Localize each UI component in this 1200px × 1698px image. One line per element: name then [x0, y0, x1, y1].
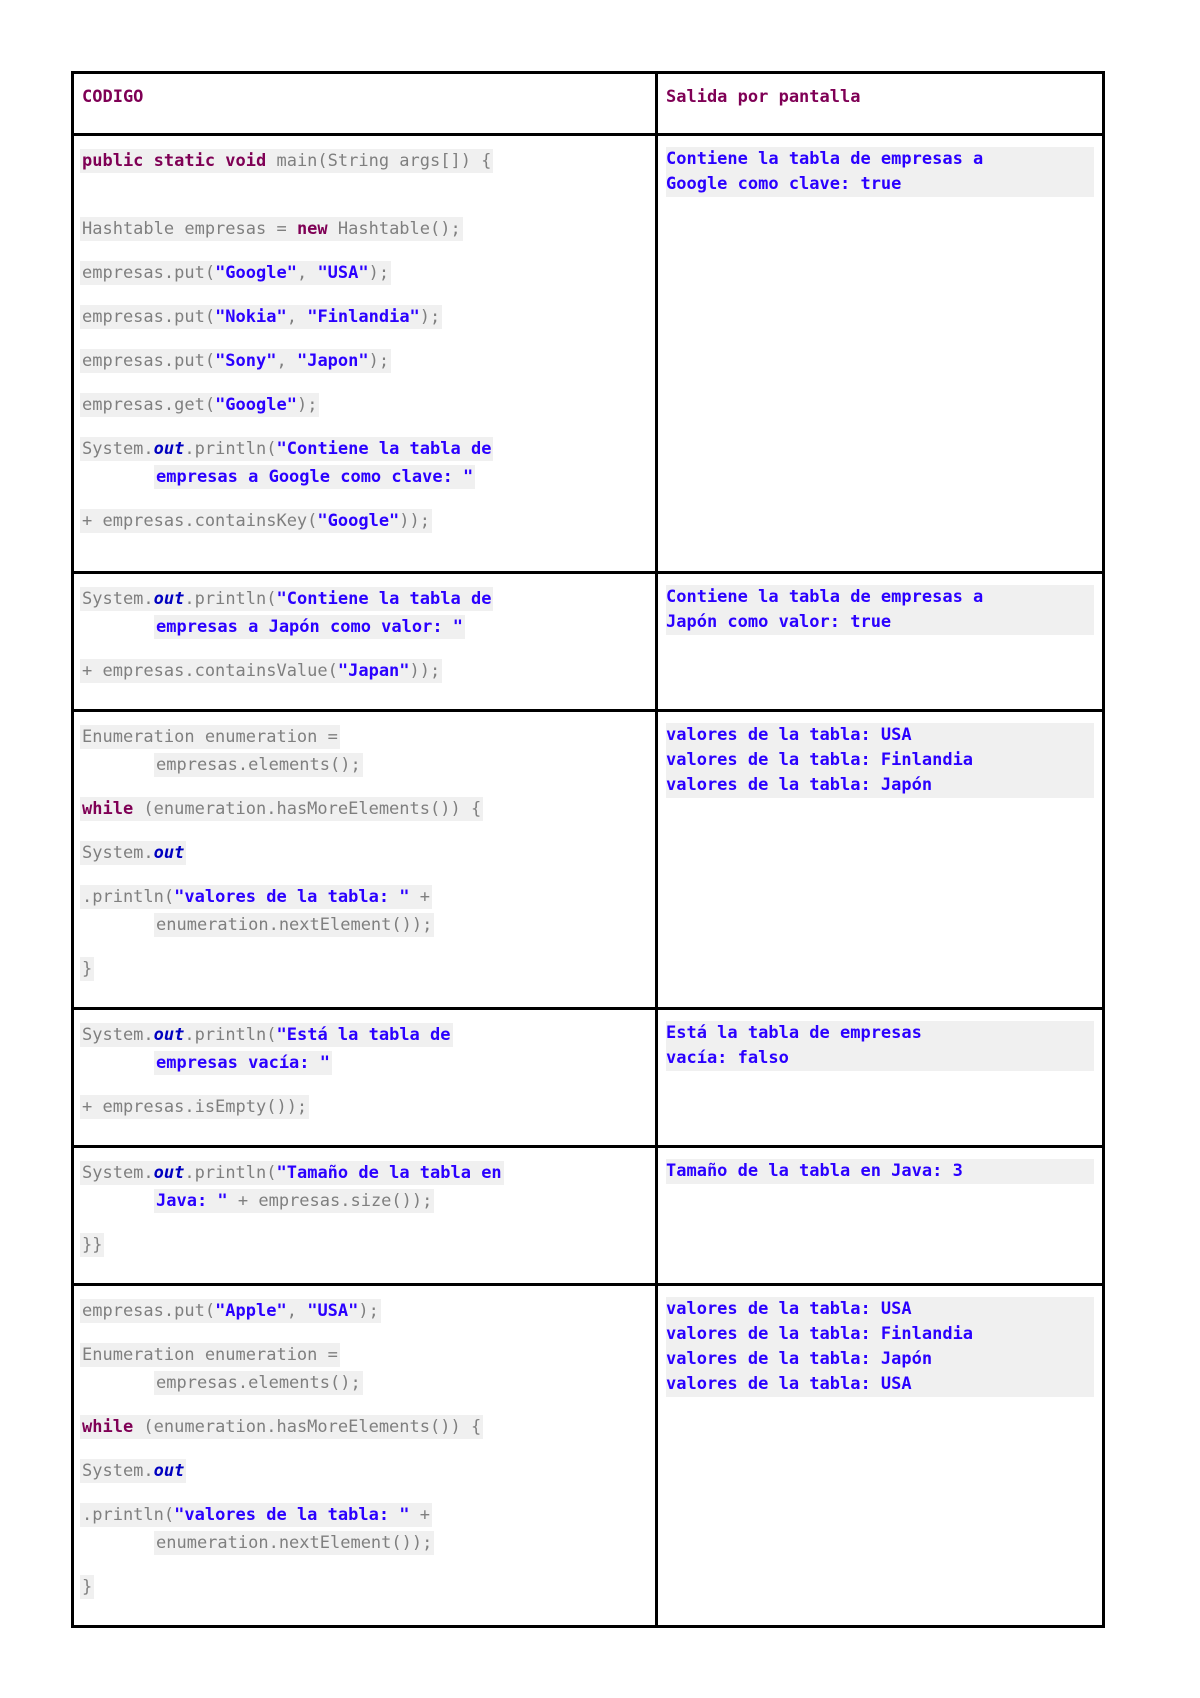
code-line: System.out	[82, 843, 185, 863]
code-line: System.out	[82, 1461, 185, 1481]
code-line: empresas.put("Nokia", "Finlandia");	[82, 307, 441, 327]
code-line: .println("valores de la tabla: " +	[82, 1505, 431, 1525]
code-line: empresas.put("Sony", "Japon");	[82, 351, 390, 371]
code-line: enumeration.nextElement());	[156, 1533, 433, 1553]
output-cell	[657, 1147, 1104, 1285]
code-line: }}	[82, 1235, 103, 1255]
header-output: Salida por pantalla	[666, 87, 861, 107]
output-cell	[657, 573, 1104, 711]
code-line: public static void main(String args[]) {	[82, 151, 492, 171]
table-row	[73, 1147, 1104, 1285]
header-output-cell	[657, 73, 1104, 135]
output-cell	[657, 711, 1104, 1009]
output-text: Está la tabla de empresas vacía: falso	[666, 1021, 1094, 1071]
code-line: .println("valores de la tabla: " +	[82, 887, 431, 907]
output-cell	[657, 1285, 1104, 1627]
code-line: + empresas.containsKey("Google"));	[82, 511, 431, 531]
code-cell	[73, 135, 657, 573]
output-cell	[657, 135, 1104, 573]
code-line: + empresas.containsValue("Japan"));	[82, 661, 441, 681]
code-line: Enumeration enumeration =	[82, 727, 338, 747]
code-line: }	[82, 1577, 93, 1597]
output-text: valores de la tabla: USA valores de la tabla: Finlandia valores de la tabla: Japón valores de la tabla: USA	[666, 1297, 1094, 1397]
code-line: enumeration.nextElement());	[156, 915, 433, 935]
header-code-cell	[73, 73, 657, 135]
code-line: while (enumeration.hasMoreElements()) {	[82, 1417, 482, 1437]
table-row	[73, 1285, 1104, 1627]
output-text: Tamaño de la tabla en Java: 3	[666, 1159, 1094, 1184]
code-line: empresas a Japón como valor: "	[156, 617, 464, 637]
code-line: empresas.put("Apple", "USA");	[82, 1301, 379, 1321]
code-line: System.out.println("Tamaño de la tabla en	[82, 1163, 502, 1183]
code-cell	[73, 1285, 657, 1627]
code-line: empresas vacía: "	[156, 1053, 330, 1073]
code-line: System.out.println("Contiene la tabla de	[82, 439, 492, 459]
code-cell	[73, 573, 657, 711]
code-line: empresas.get("Google");	[82, 395, 318, 415]
code-cell	[73, 711, 657, 1009]
code-line: empresas.elements();	[156, 1373, 361, 1393]
output-text: valores de la tabla: USA valores de la tabla: Finlandia valores de la tabla: Japón	[666, 723, 1094, 798]
code-line: System.out.println("Está la tabla de	[82, 1025, 451, 1045]
table-row	[73, 573, 1104, 711]
table-row	[73, 711, 1104, 1009]
code-line: Java: " + empresas.size());	[156, 1191, 433, 1211]
output-text: Contiene la tabla de empresas a Google como clave: true	[666, 147, 1094, 197]
code-line: empresas a Google como clave: "	[156, 467, 474, 487]
output-text: Contiene la tabla de empresas a Japón como valor: true	[666, 585, 1094, 635]
code-line: while (enumeration.hasMoreElements()) {	[82, 799, 482, 819]
table-header-row	[73, 73, 1104, 135]
table-row	[73, 135, 1104, 573]
code-cell	[73, 1147, 657, 1285]
code-line: + empresas.isEmpty());	[82, 1097, 308, 1117]
code-output-table	[71, 71, 1105, 1628]
code-line: empresas.put("Google", "USA");	[82, 263, 390, 283]
code-line: Hashtable empresas = new Hashtable();	[82, 219, 461, 239]
code-line: empresas.elements();	[156, 755, 361, 775]
table-row	[73, 1009, 1104, 1147]
code-line: System.out.println("Contiene la tabla de	[82, 589, 492, 609]
code-cell	[73, 1009, 657, 1147]
code-line: Enumeration enumeration =	[82, 1345, 338, 1365]
code-line: }	[82, 959, 93, 979]
output-cell	[657, 1009, 1104, 1147]
header-code: CODIGO	[82, 87, 144, 107]
